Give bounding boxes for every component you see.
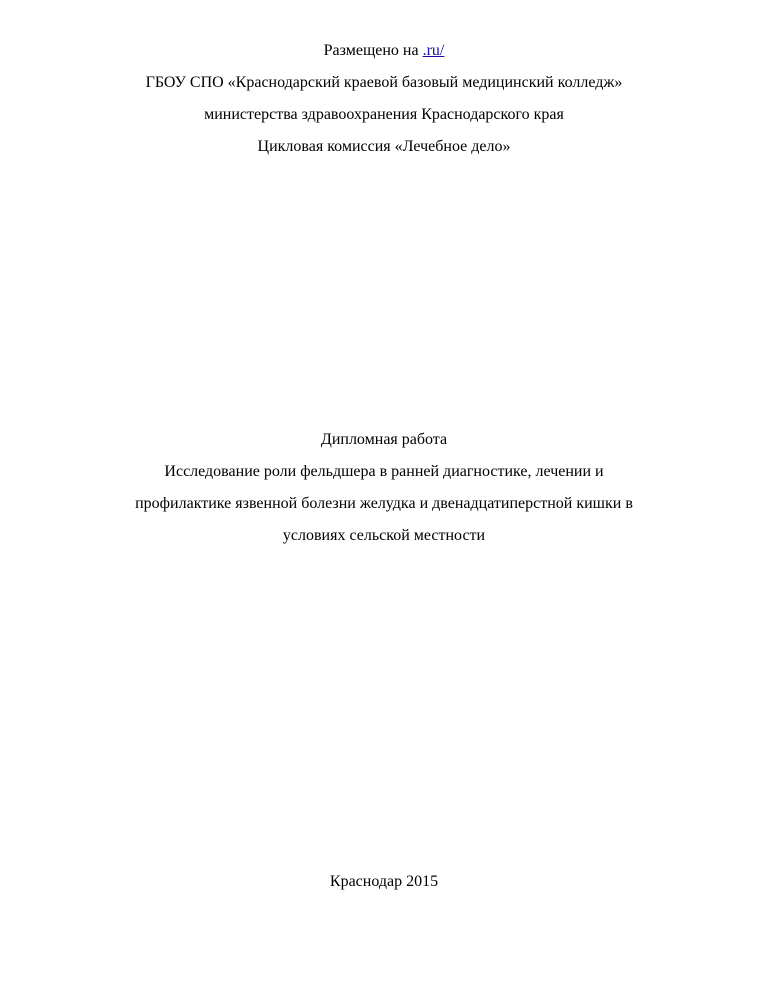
thesis-title-line-2: профилактике язвенной болезни желудка и двенадцатиперстной кишки в [135, 495, 633, 512]
commission-name: Цикловая комиссия «Лечебное дело» [257, 138, 511, 155]
document-type: Дипломная работа [320, 431, 448, 448]
thesis-title-line-1: Исследование роли фельдшера в ранней диагностике, лечении и [164, 463, 604, 480]
ministry-name: министерства здравоохранения Краснодарского края [204, 106, 564, 123]
posted-on-line [0, 41, 768, 61]
thesis-title-line-3: условиях сельской местности [282, 527, 486, 544]
posted-on-link[interactable]: .ru/ [422, 42, 445, 59]
posted-on-prefix: Размещено на [323, 42, 423, 59]
institution-name: ГБОУ СПО «Краснодарский краевой базовый медицинский колледж» [145, 74, 623, 91]
city-and-year: Краснодар 2015 [329, 873, 439, 890]
